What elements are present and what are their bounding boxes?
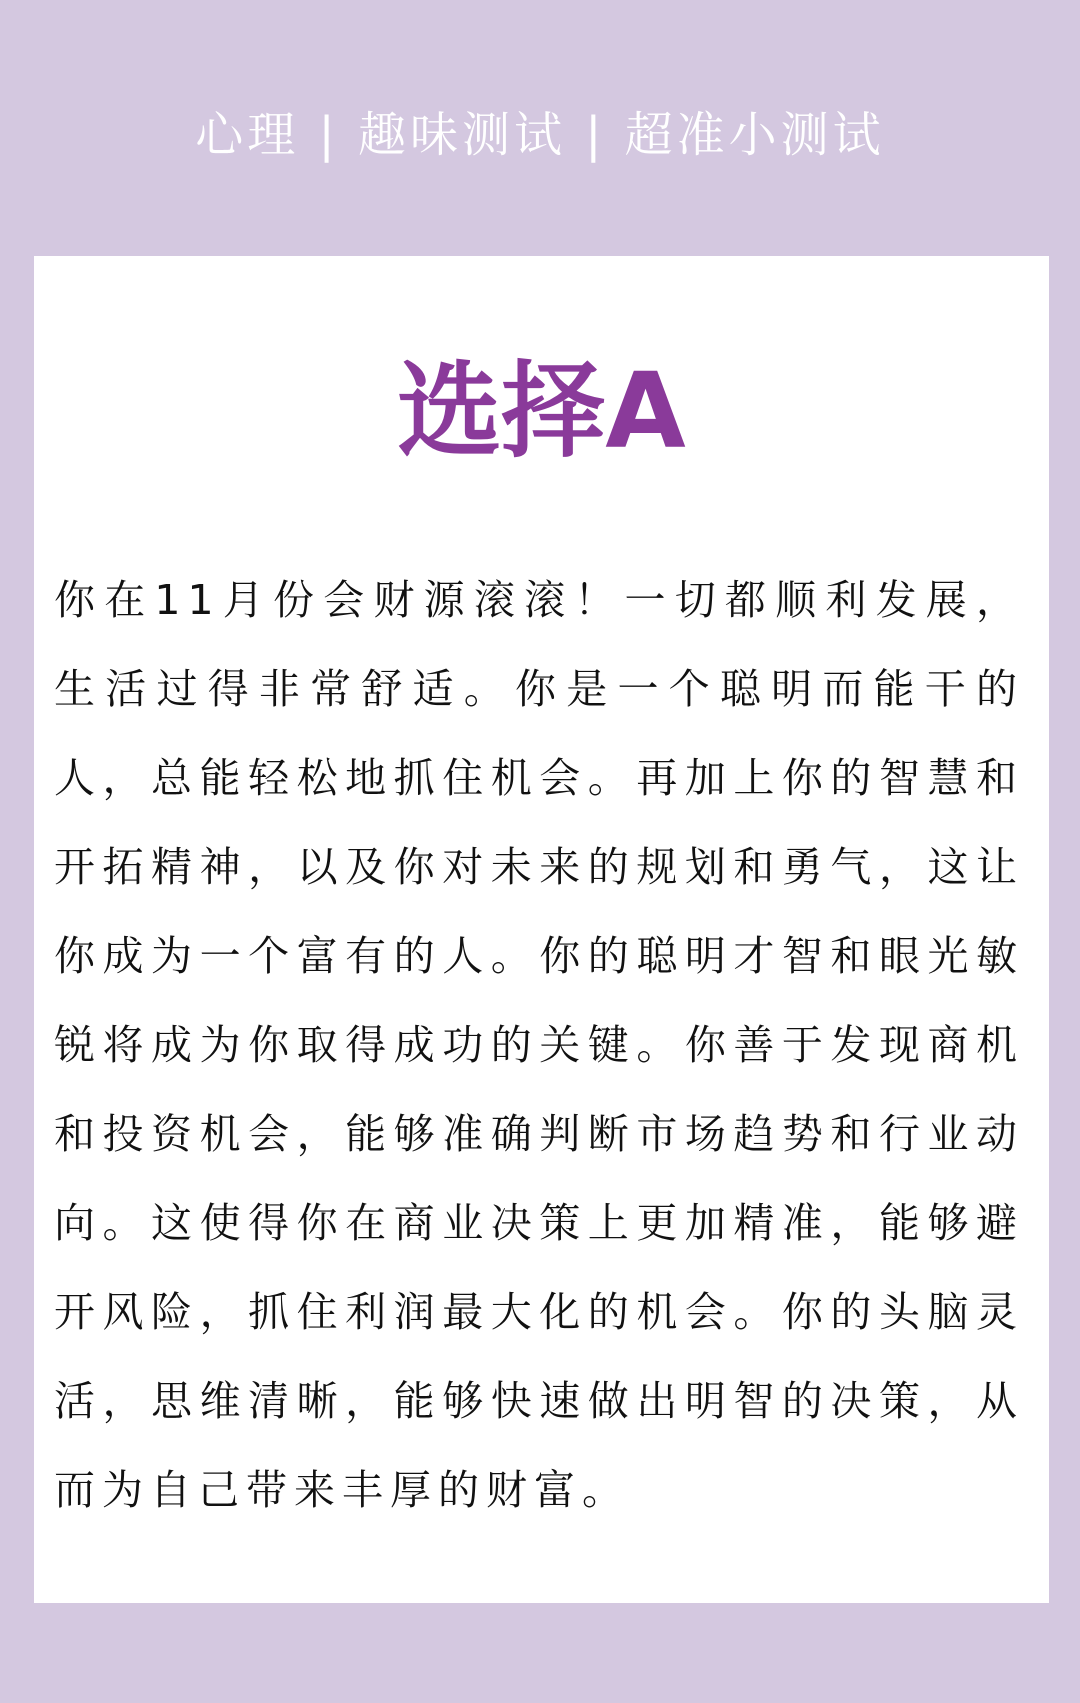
header-tagline: 心理 | 趣味测试 | 超准小测试 <box>195 107 885 163</box>
result-description: 你在11月份会财源滚滚！一切都顺利发展，生活过得非常舒适。你是一个聪明而能干的人，总能轻松地抓住机会。再加上你的智慧和开拓精神，以及你对未来的规划和勇气，这让你成为一个富有的人。你的聪明才智和眼光敏锐将成为你取得成功的关键。你善于发现商机和投资机会，能够准确判断市场趋势和行业动向。这使得你在商业决策上更加精准，能够避开风险，抓住利润最大化的机会。你的头脑灵活，思维清晰，能够快速做出明智的决策，从而为自己带来丰厚的财富。 <box>54 576 1024 1514</box>
option-title: 选择A <box>397 350 686 472</box>
content-card <box>34 256 1049 1603</box>
